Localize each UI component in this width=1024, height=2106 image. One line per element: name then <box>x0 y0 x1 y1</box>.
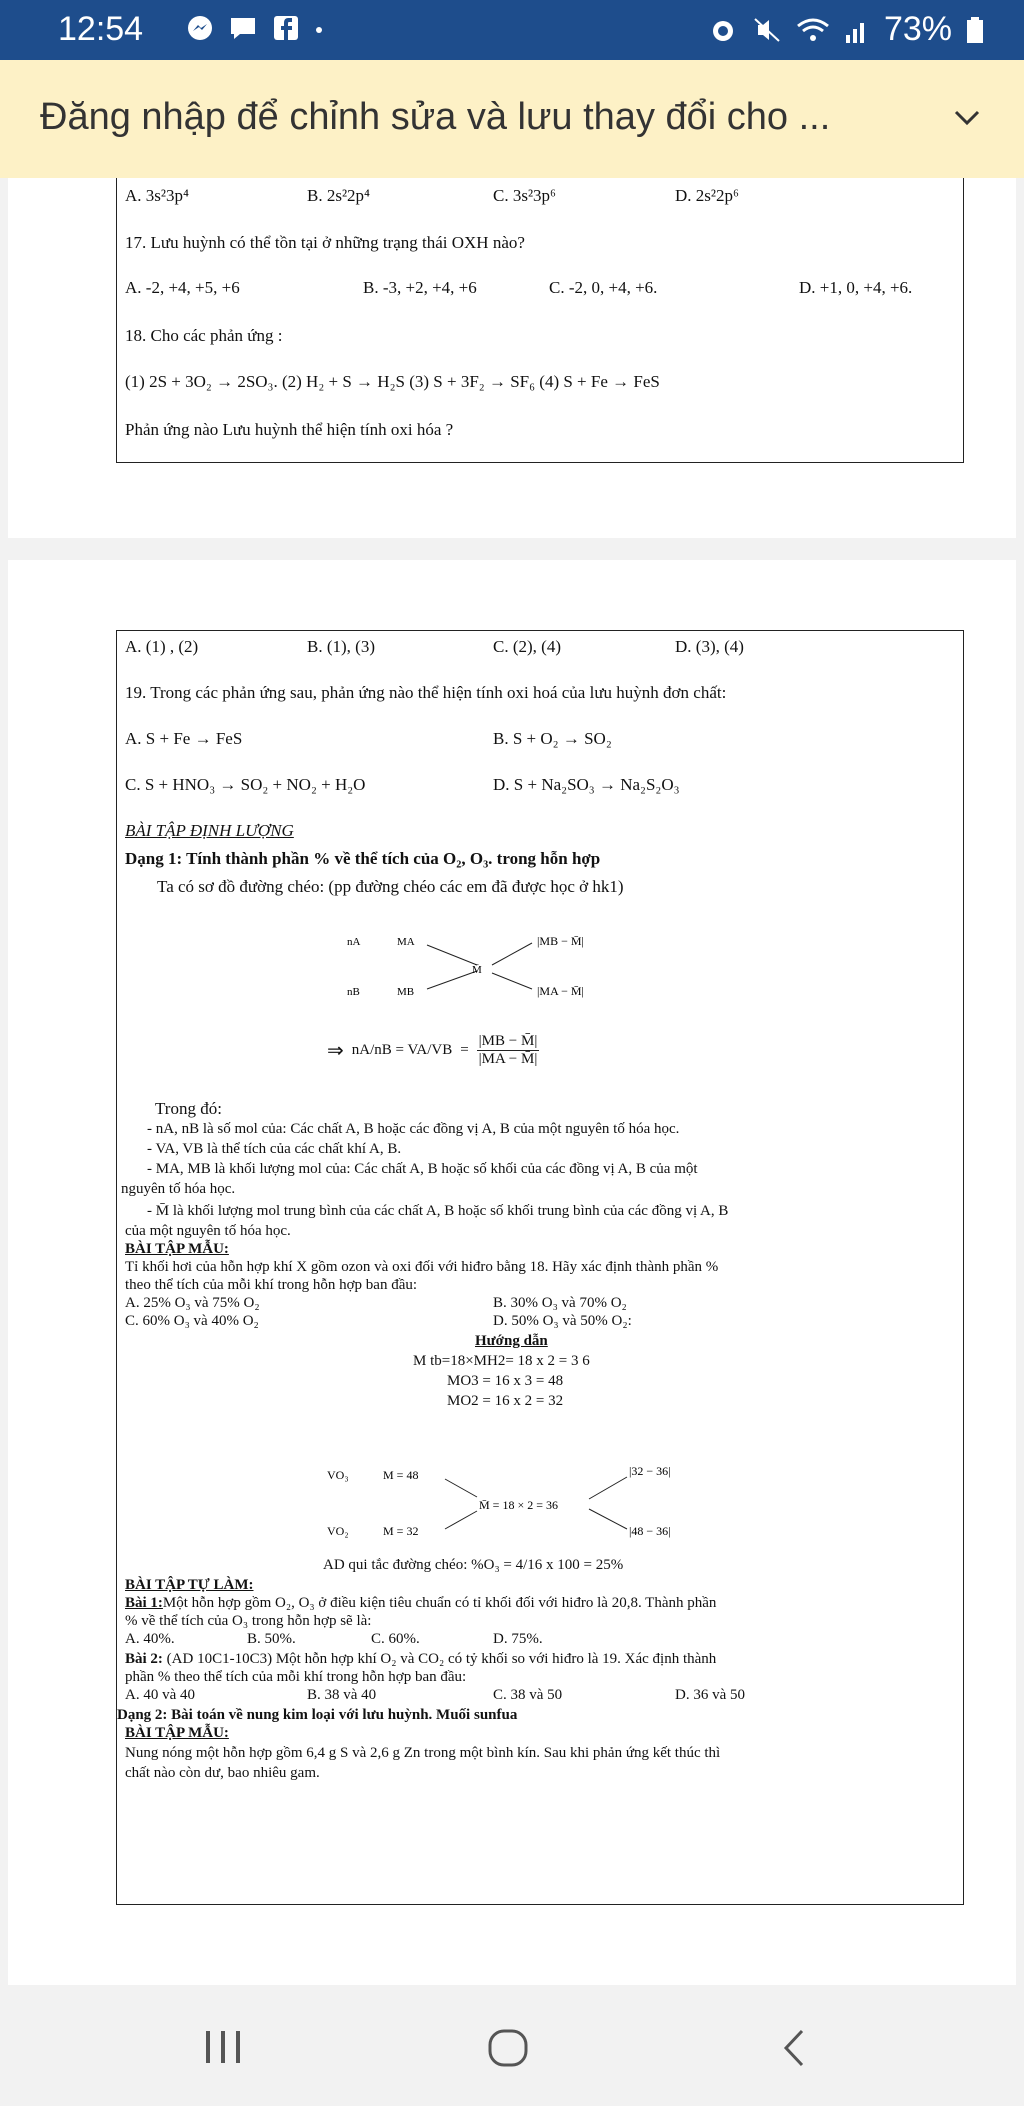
formula-lhs: nA/nB = VA/VB <box>351 1042 453 1058</box>
trong-do: Trong đó: <box>155 1099 222 1118</box>
definition-4b: của một nguyên tố hóa học. <box>125 1223 291 1239</box>
bai2-label: Bài 2: <box>125 1651 163 1667</box>
mau2-text-b: chất nào còn dư, bao nhiêu gam. <box>125 1765 320 1781</box>
definition-3a: - MA, MB là khối lượng mol của: Các chất A, B hoặc số khối của các đồng vị A, B của một <box>147 1161 698 1177</box>
bai1-text-b: % về thể tích của O₃ trong hỗn hợp sẽ là: <box>125 1613 372 1629</box>
q17-text: 17. Lưu huỳnh có thể tồn tại ở những trạng thái OXH nào? <box>125 233 525 252</box>
wifi-icon <box>796 15 830 45</box>
mau-text-a: Tỉ khối hơi của hỗn hợp khí X gồm ozon và oxi đối với hiđro bằng 18. Hãy xác định thành phần % <box>125 1259 719 1275</box>
signin-banner-text[interactable]: Đăng nhập để chỉnh sửa và lưu thay đổi cho ... <box>40 96 831 138</box>
mau-option-a: A. 25% O₃ và 75% O₂ <box>125 1295 260 1311</box>
huong-dan: Hướng dẫn <box>475 1333 548 1349</box>
system-icons <box>708 10 984 49</box>
document-page-2 <box>8 560 1016 1985</box>
section-title: BÀI TẬP ĐỊNH LƯỢNG <box>125 821 294 840</box>
tu-lam-title: BÀI TẬP TỰ LÀM: <box>125 1577 254 1593</box>
mute-icon <box>752 15 782 45</box>
diagram2-line-4 <box>589 1509 627 1529</box>
formula-numerator: |MB − M̄| <box>478 1033 538 1049</box>
content-frame-1 <box>116 178 964 463</box>
content-frame-2 <box>116 630 964 1905</box>
facebook-icon <box>272 14 300 42</box>
diagram1-arrow-1 <box>492 943 532 965</box>
diagram1-bottom: |MA − M̄| <box>537 984 584 998</box>
q18-option-a: A. (1) , (2) <box>125 637 199 656</box>
mau2-text-a: Nung nóng một hỗn hợp gồm 6,4 g S và 2,6 g Zn trong một bình kín. Sau khi phản ứng kết thúc thì <box>125 1745 721 1761</box>
battery-icon <box>966 15 984 45</box>
home-icon[interactable] <box>486 2027 530 2069</box>
dang2-heading: Dạng 2: Bài toán về nung kim loại với lưu huỳnh. Muối sunfua <box>117 1707 518 1723</box>
diagram1-mbar: M̄ <box>472 964 482 976</box>
chat-icon <box>228 14 258 42</box>
diagram2-m1: M = 48 <box>383 1468 419 1482</box>
dot-icon <box>314 14 324 42</box>
diagram1-ma: MA <box>397 936 415 948</box>
diagram2-line-1 <box>445 1479 477 1497</box>
diagram2-r1: |32 − 36| <box>629 1464 671 1478</box>
formula-denominator: |MA − M̄| <box>478 1051 538 1067</box>
diagram1-na: nA <box>347 936 361 948</box>
hd-line-3: MO2 = 16 x 2 = 32 <box>447 1393 564 1409</box>
cross-diagram-2 <box>327 1457 747 1547</box>
alarm-icon <box>708 15 738 45</box>
diagram2-line-2 <box>445 1511 477 1529</box>
q18-option-d: D. (3), (4) <box>675 637 744 656</box>
bai1-text: Một hỗn hợp gồm O₂, O₃ ở điều kiện tiêu chuẩn có tỉ khối đối với hiđro là 20,8. Thành phần <box>162 1595 717 1611</box>
q16-option-a: A. 3s²3p⁴ <box>125 186 189 205</box>
bai1-option-c: C. 60%. <box>371 1631 420 1647</box>
q16-option-b: B. 2s²2p⁴ <box>307 186 370 205</box>
chevron-down-icon[interactable] <box>950 100 984 134</box>
mau2-title: BÀI TẬP MẪU: <box>125 1725 229 1741</box>
formula-fraction <box>477 1033 540 1068</box>
diagram1-line-2 <box>427 971 477 989</box>
bai2-line <box>125 1651 716 1668</box>
implies-arrow: ⇒ <box>327 1040 344 1062</box>
bai1-option-a: A. 40%. <box>125 1631 175 1647</box>
bai1-line <box>125 1595 716 1612</box>
q16-option-c: C. 3s²3p⁶ <box>493 186 556 205</box>
q18-option-b: B. (1), (3) <box>307 637 375 656</box>
diagram2-v1: VO₃ <box>327 1468 349 1482</box>
mau-option-d: D. 50% O₃ và 50% O₂: <box>493 1313 632 1329</box>
bai2-option-b: B. 38 và 40 <box>307 1687 377 1703</box>
back-icon[interactable] <box>780 2027 810 2069</box>
hd-line-2: MO3 = 16 x 3 = 48 <box>447 1373 564 1389</box>
q17-option-a: A. -2, +4, +5, +6 <box>125 278 240 297</box>
q17-option-b: B. -3, +2, +4, +6 <box>363 278 477 297</box>
q18-question: Phản ứng nào Lưu huỳnh thể hiện tính oxi hóa ? <box>125 420 454 439</box>
bai2-option-d: D. 36 và 50 <box>675 1687 745 1703</box>
status-bar <box>0 0 1024 60</box>
diagram2-r2: |48 − 36| <box>629 1524 671 1538</box>
mau-option-b: B. 30% O₃ và 70% O₂ <box>493 1295 627 1311</box>
hd-line-1: M tb=18×MH2= 18 x 2 = 3 6 <box>413 1353 590 1369</box>
diagram1-top: |MB − M̄| <box>537 934 584 948</box>
bai2-text-b: phần % theo thể tích của mỗi khí trong hỗn hợp ban đầu: <box>125 1669 467 1685</box>
clock: 12:54 <box>58 10 144 48</box>
definition-2: - VA, VB là thể tích của các chất khí A, B. <box>147 1141 402 1157</box>
q17-option-d: D. +1, 0, +4, +6. <box>799 278 913 297</box>
diagram1-arrow-2 <box>492 973 532 989</box>
diagram1-nb: nB <box>347 986 360 998</box>
battery-percent: 73% <box>883 10 952 48</box>
q19-option-b: B. S + O₂ → SO₂ <box>493 729 612 748</box>
definition-3b: nguyên tố hóa học. <box>121 1181 236 1197</box>
bai2-text: (AD 10C1-10C3) Một hỗn hợp khí O₂ và CO₂ có tỷ khối so với hiđro là 19. Xác định thành <box>166 1651 717 1667</box>
diagram2-mid: M̄ = 18 × 2 = 36 <box>479 1498 558 1512</box>
definition-4a: - M̄ là khối lượng mol trung bình của các chất A, B hoặc số khối trung bình của các đồng vị A, B <box>147 1203 729 1219</box>
diagram2-m2: M = 32 <box>383 1524 419 1538</box>
bai1-label: Bài 1: <box>125 1595 163 1611</box>
signal-icon <box>844 15 870 45</box>
diagram2-v2: VO₂ <box>327 1524 349 1538</box>
cross-diagram-1 <box>347 923 607 1013</box>
q19-text: 19. Trong các phản ứng sau, phản ứng nào thể hiện tính oxi hoá của lưu huỳnh đơn chất: <box>125 683 727 702</box>
messenger-icon <box>186 14 214 42</box>
diagram1-mb: MB <box>397 986 415 998</box>
q18-reactions: (1) 2S + 3O₂ → 2SO₃. (2) H₂ + S → H₂S (3) S + 3F₂ → SF₆ (4) S + Fe → FeS <box>125 372 660 391</box>
bai2-option-c: C. 38 và 50 <box>493 1687 563 1703</box>
diagram1-line-1 <box>427 945 477 965</box>
notification-icons <box>186 14 324 42</box>
dang1-heading: Dạng 1: Tính thành phần % về thể tích của O₂, O₃. trong hỗn hợp <box>125 849 601 868</box>
mau-title: BÀI TẬP MẪU: <box>125 1241 229 1257</box>
dang1-note: Ta có sơ đồ đường chéo: (pp đường chéo các em đã được học ở hk1) <box>157 877 624 896</box>
recent-apps-icon[interactable] <box>202 2027 244 2067</box>
q18-text: 18. Cho các phản ứng : <box>125 326 283 345</box>
q17-option-c: C. -2, 0, +4, +6. <box>549 278 658 297</box>
ratio-formula: ⇒ nA/nB = VA/VB = $\frac{|MB - M̄|}{|MA - M̄|}$ <box>327 1033 538 1067</box>
document-page-1 <box>8 178 1016 538</box>
q16-option-d: D. 2s²2p⁶ <box>675 186 739 205</box>
definition-1: - nA, nB là số mol của: Các chất A, B hoặc các đồng vị A, B của một nguyên tố hóa học. <box>147 1121 680 1137</box>
mau-option-c: C. 60% O₃ và 40% O₂ <box>125 1313 259 1329</box>
mau-text-b: theo thể tích của mỗi khí trong hỗn hợp ban đầu: <box>125 1277 418 1293</box>
q19-option-a: A. S + Fe → FeS <box>125 729 243 748</box>
bai2-option-a: A. 40 và 40 <box>125 1687 195 1703</box>
navigation-bar <box>0 1985 1024 2106</box>
q18-option-c: C. (2), (4) <box>493 637 561 656</box>
bai1-option-d: D. 75%. <box>493 1631 543 1647</box>
diagram2-line-3 <box>589 1477 627 1499</box>
q19-option-d: D. S + Na₂SO₃ → Na₂S₂O₃ <box>493 775 680 794</box>
ad-rule: AD qui tắc đường chéo: %O₃ = 4/16 x 100 = 25% <box>323 1557 624 1573</box>
q19-option-c: C. S + HNO₃ → SO₂ + NO₂ + H₂O <box>125 775 366 794</box>
signin-banner[interactable] <box>0 60 1024 178</box>
bai1-option-b: B. 50%. <box>247 1631 296 1647</box>
